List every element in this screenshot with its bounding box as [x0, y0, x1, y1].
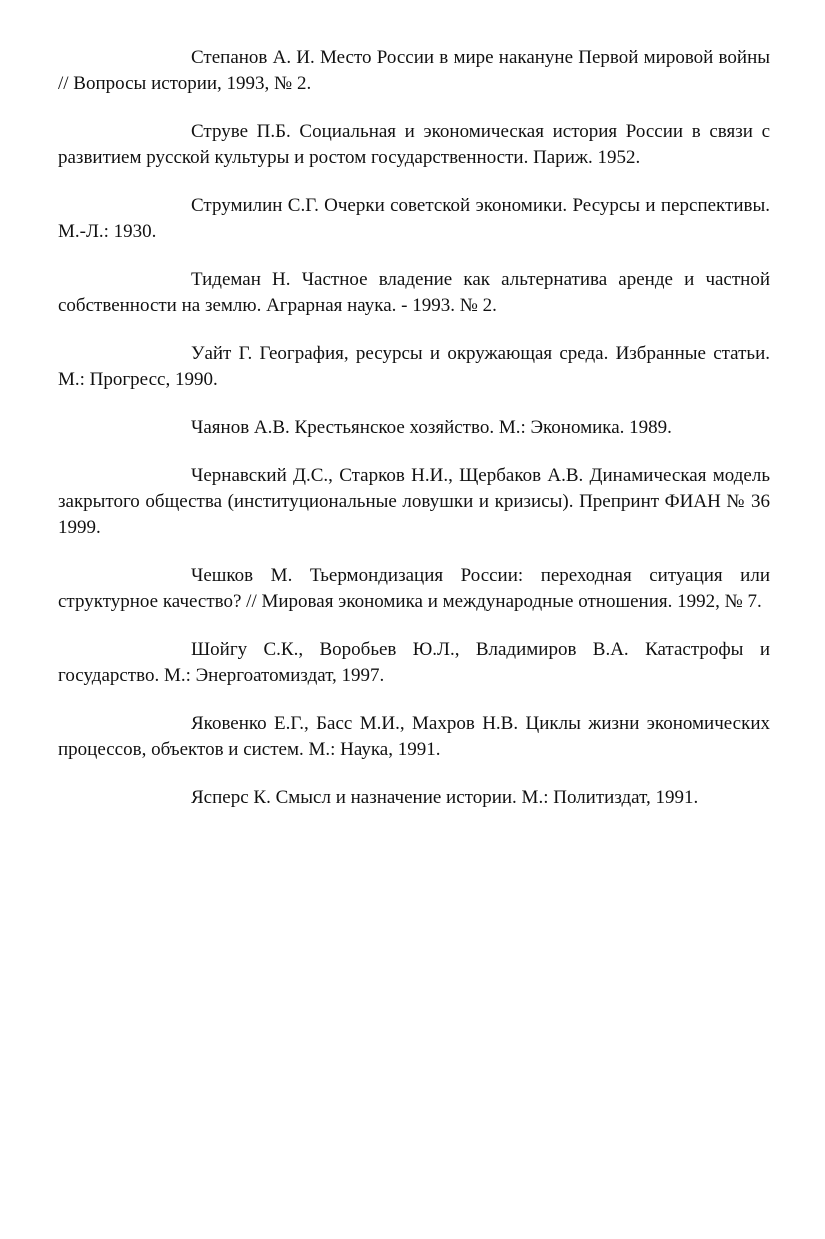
reference-entry-shoigu: Шойгу С.К., Воробьев Ю.Л., Владимиров В.А. Катастрофы и государство. М.: Энергоатомиздат, 1997. [58, 639, 770, 686]
reference-entry-chayanov: Чаянов А.В. Крестьянское хозяйство. М.: Экономика. 1989. [191, 417, 672, 438]
reference-entry-tideman: Тидеман Н. Частное владение как альтернатива аренде и частной собственности на землю. Аграрная наука. - 1993. № 2. [58, 269, 770, 316]
reference-entry-yakovenko: Яковенко Е.Г., Басс М.И., Махров Н.В. Циклы жизни экономических процессов, объектов и систем. М.: Наука, 1991. [58, 713, 770, 760]
reference-entry-struve: Струве П.Б. Социальная и экономическая история России в связи с развитием русской культуры и ростом государственности. Париж. 1952. [58, 121, 770, 168]
reference-entry-chernavsky: Чернавский Д.С., Старков Н.И., Щербаков А.В. Динамическая модель закрытого общества (институциональные ловушки и кризисы). Препринт ФИАН № 36 1999. [58, 465, 770, 538]
reference-entry-cheshkov: Чешков М. Тьермондизация России: переходная ситуация или структурное качество? // Мировая экономика и международные отношения. 1992, № 7. [58, 565, 770, 612]
reference-entry-white: Уайт Г. География, ресурсы и окружающая среда. Избранные статьи. М.: Прогресс, 1990. [58, 343, 770, 390]
bibliography-page [58, 45, 770, 833]
reference-entry-jaspers: Ясперс К. Смысл и назначение истории. М.: Политиздат, 1991. [191, 787, 699, 808]
reference-entry-strumilin: Струмилин С.Г. Очерки советской экономики. Ресурсы и перспективы. М.-Л.: 1930. [58, 195, 770, 242]
reference-entry-stepanov: Степанов А. И. Место России в мире накануне Первой мировой войны // Вопросы истории, 1993, № 2. [58, 47, 770, 94]
